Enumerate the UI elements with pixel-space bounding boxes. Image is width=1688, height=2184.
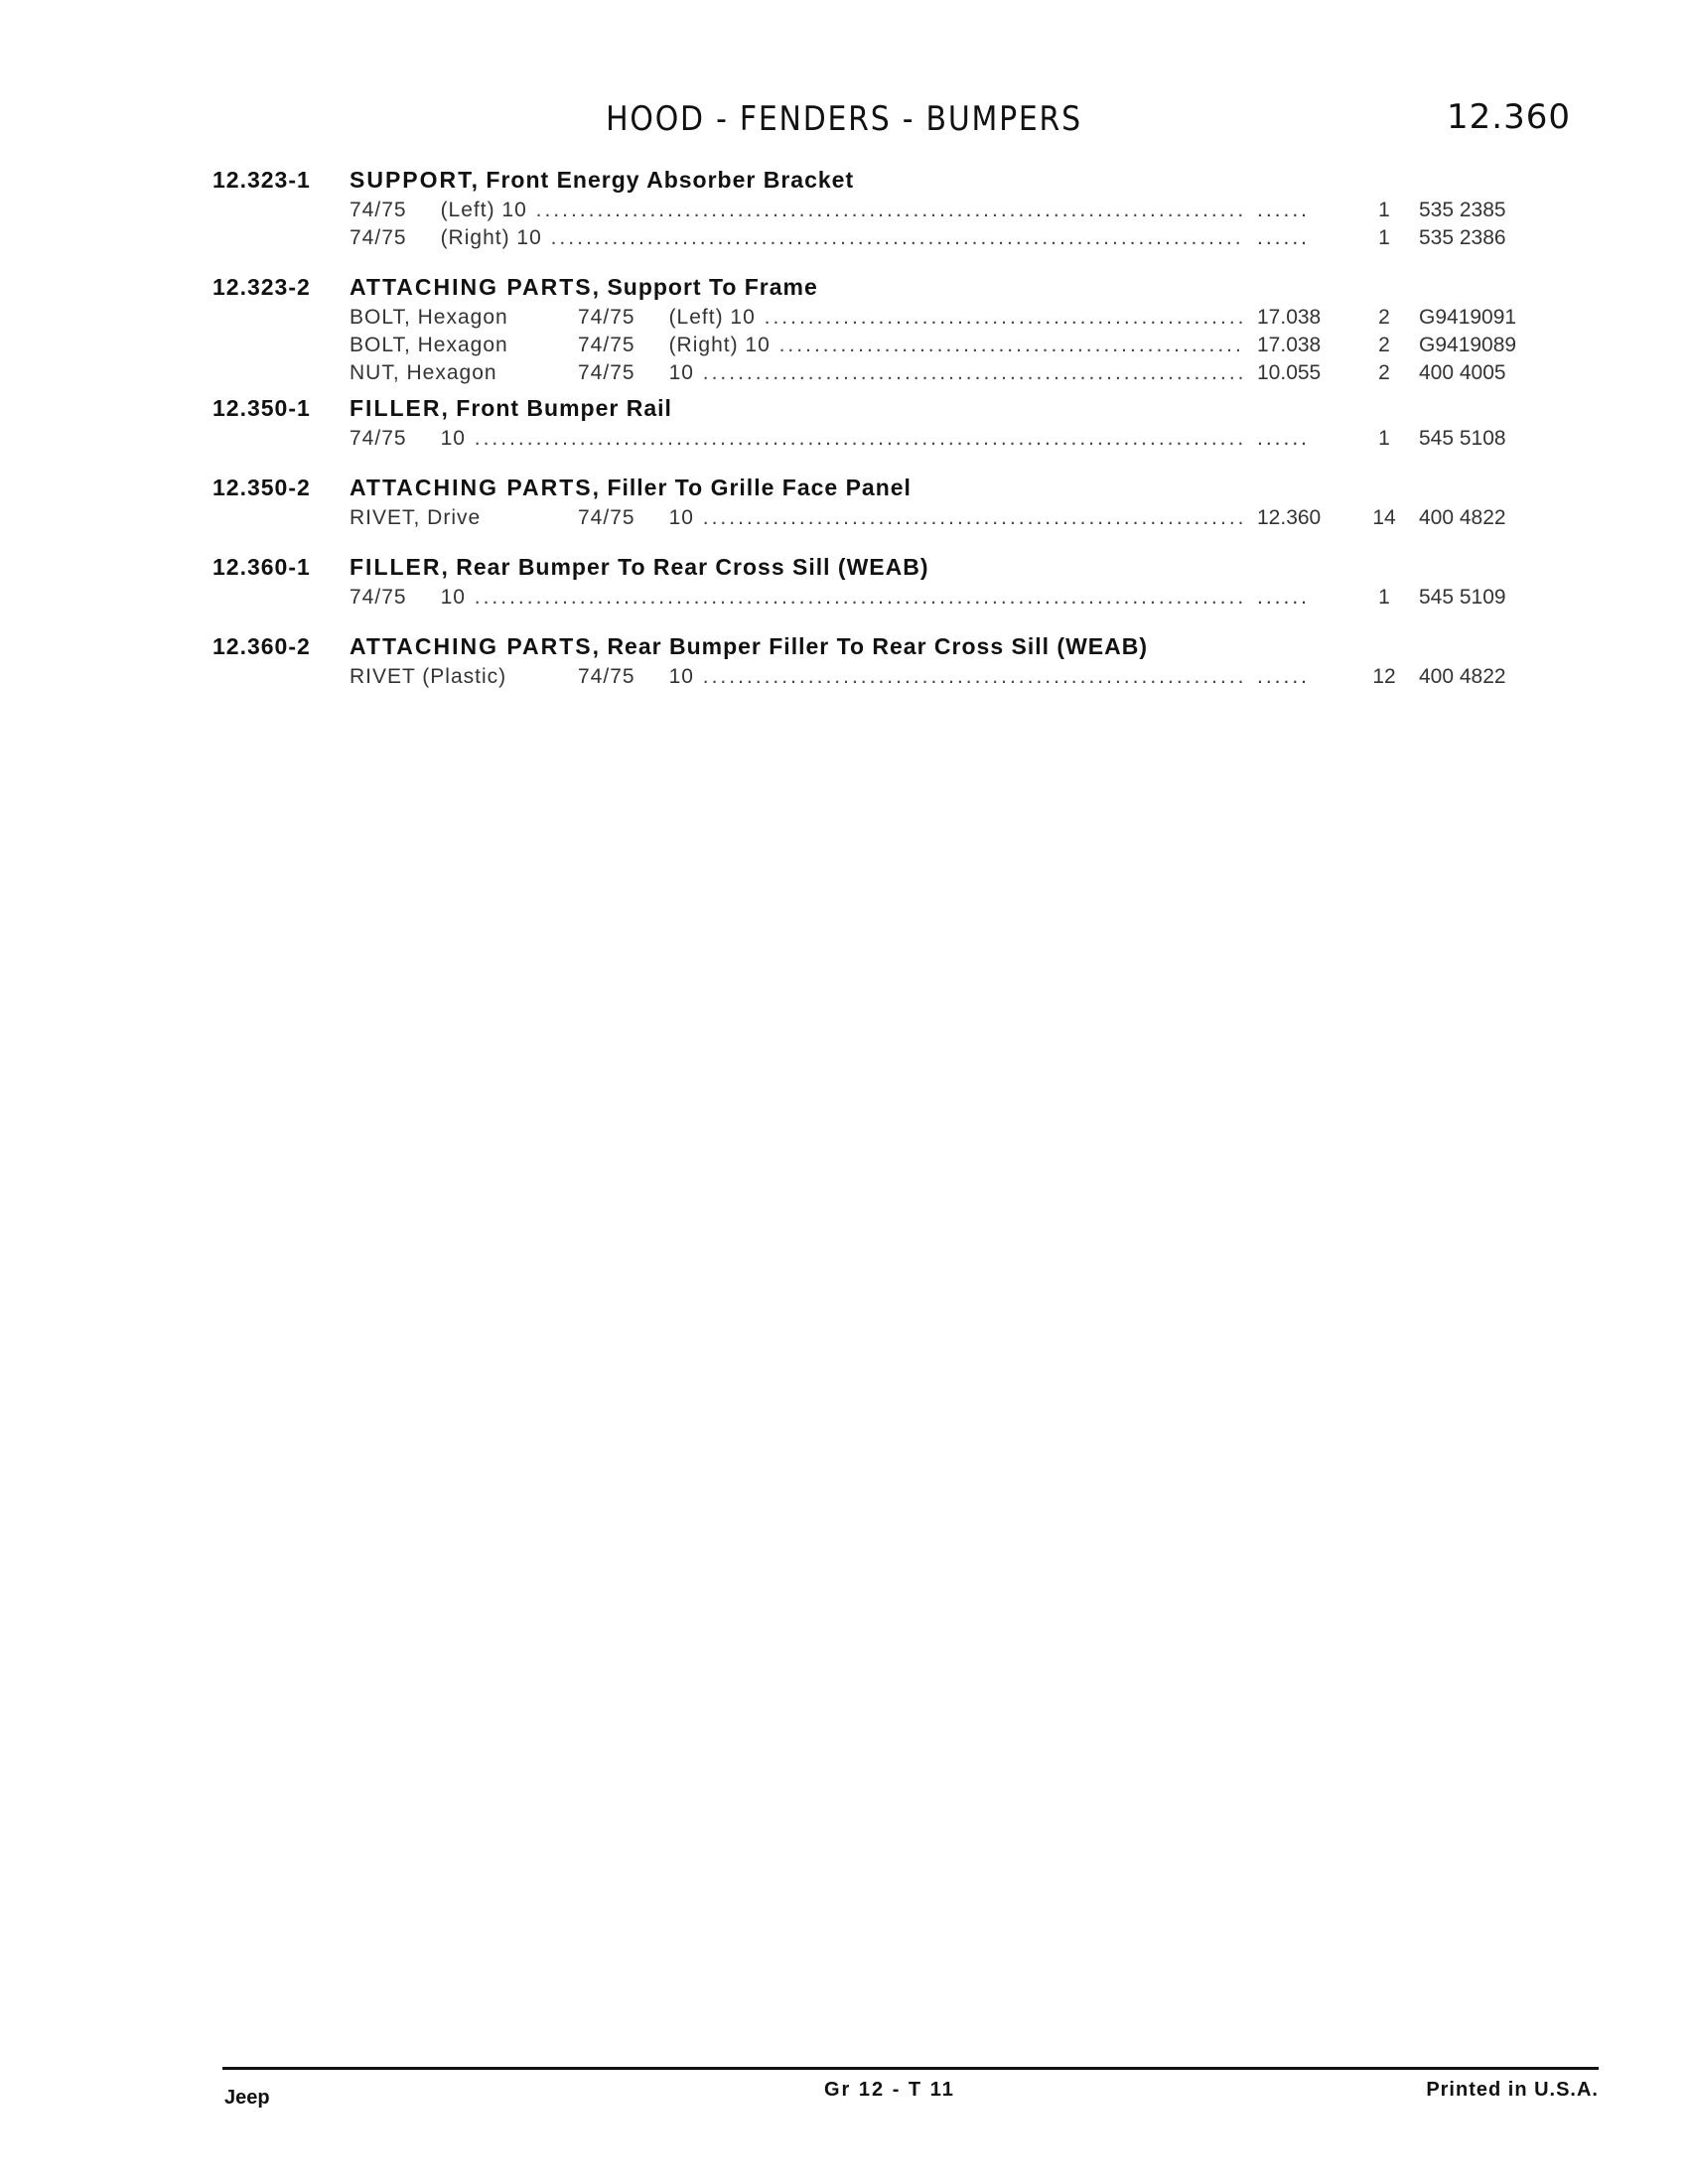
section-header bbox=[212, 554, 1523, 586]
page-title: HOOD - FENDERS - BUMPERS bbox=[606, 99, 1082, 139]
model-year: 74/75 bbox=[578, 506, 635, 529]
part-description-line bbox=[350, 427, 1342, 451]
part-number: 545 5109 bbox=[1419, 586, 1506, 609]
part-row bbox=[212, 361, 1523, 389]
part-description-line bbox=[350, 306, 1342, 330]
section-title-key: FILLER, bbox=[350, 554, 450, 580]
part-description-line bbox=[350, 334, 1342, 357]
model-year: 74/75 bbox=[578, 361, 635, 384]
model-year: 74/75 bbox=[350, 427, 407, 450]
footer-brand: Jeep bbox=[224, 2087, 270, 2109]
quantity: 12 bbox=[1372, 665, 1396, 688]
section-title-rest: Front Energy Absorber Bracket bbox=[486, 167, 855, 193]
section-title-rest: Front Bumper Rail bbox=[456, 395, 672, 421]
part-row bbox=[212, 427, 1523, 455]
application-note: (Right) 10 bbox=[440, 226, 542, 249]
illustration-reference: 17.038 bbox=[1245, 334, 1366, 357]
quantity: 2 bbox=[1378, 334, 1390, 356]
application-note: 10 bbox=[668, 506, 694, 529]
section-header bbox=[212, 274, 1523, 306]
section-title bbox=[350, 395, 672, 422]
parts-section bbox=[212, 475, 1523, 534]
section-code: 12.350-2 bbox=[212, 475, 311, 500]
quantity: 14 bbox=[1372, 506, 1396, 529]
footer-group-reference: Gr 12 - T 11 bbox=[824, 2079, 955, 2101]
section-title-key: SUPPORT, bbox=[350, 167, 481, 193]
quantity: 2 bbox=[1378, 306, 1390, 329]
part-row bbox=[212, 226, 1523, 254]
illustration-reference: ...... bbox=[1245, 665, 1366, 689]
application-note: 10 bbox=[668, 361, 694, 384]
section-title bbox=[350, 633, 1148, 660]
model-year: 74/75 bbox=[350, 199, 407, 221]
part-row bbox=[212, 586, 1523, 614]
section-title-key: ATTACHING PARTS, bbox=[350, 274, 602, 300]
section-title-key: ATTACHING PARTS, bbox=[350, 633, 602, 659]
part-number: G9419089 bbox=[1419, 334, 1517, 356]
part-number: G9419091 bbox=[1419, 306, 1517, 329]
part-row bbox=[212, 199, 1523, 226]
section-header bbox=[212, 633, 1523, 665]
quantity: 1 bbox=[1378, 226, 1390, 249]
section-title-rest: Support To Frame bbox=[607, 274, 818, 300]
application-note: 10 bbox=[440, 586, 466, 609]
model-year: 74/75 bbox=[578, 306, 635, 329]
section-code: 12.323-1 bbox=[212, 167, 311, 193]
application-note: (Right) 10 bbox=[668, 334, 771, 356]
illustration-reference: 10.055 bbox=[1245, 361, 1366, 385]
part-number: 535 2386 bbox=[1419, 226, 1506, 249]
part-number: 400 4822 bbox=[1419, 665, 1506, 688]
parts-section bbox=[212, 633, 1523, 693]
quantity: 1 bbox=[1378, 586, 1390, 609]
part-row bbox=[212, 665, 1523, 693]
section-code: 12.360-1 bbox=[212, 554, 311, 580]
section-title-rest: Rear Bumper Filler To Rear Cross Sill (WEAB) bbox=[607, 633, 1149, 659]
part-description: RIVET (Plastic) bbox=[350, 665, 507, 688]
illustration-reference: ...... bbox=[1245, 427, 1366, 451]
page-number: 12.360 bbox=[1447, 97, 1571, 137]
part-description: BOLT, Hexagon bbox=[350, 334, 508, 356]
part-number: 400 4005 bbox=[1419, 361, 1506, 384]
part-row bbox=[212, 334, 1523, 361]
section-code: 12.323-2 bbox=[212, 274, 311, 300]
section-header bbox=[212, 167, 1523, 199]
section-title bbox=[350, 274, 818, 301]
section-title bbox=[350, 475, 912, 501]
illustration-reference: ...... bbox=[1245, 199, 1366, 222]
footer-divider bbox=[222, 2067, 1599, 2070]
application-note: 10 bbox=[668, 665, 694, 688]
parts-section bbox=[212, 167, 1523, 254]
part-number: 400 4822 bbox=[1419, 506, 1506, 529]
parts-section bbox=[212, 554, 1523, 614]
section-code: 12.350-1 bbox=[212, 395, 311, 421]
illustration-reference: 12.360 bbox=[1245, 506, 1366, 530]
part-row bbox=[212, 306, 1523, 334]
section-title bbox=[350, 167, 854, 194]
section-title-key: FILLER, bbox=[350, 395, 450, 421]
footer-printed-note: Printed in U.S.A. bbox=[1426, 2079, 1599, 2101]
part-description-line bbox=[350, 361, 1342, 385]
part-description-line bbox=[350, 226, 1342, 250]
model-year: 74/75 bbox=[578, 665, 635, 688]
part-description: NUT, Hexagon bbox=[350, 361, 497, 384]
quantity: 2 bbox=[1378, 361, 1390, 384]
section-header bbox=[212, 395, 1523, 427]
part-description-line bbox=[350, 199, 1342, 222]
section-title-key: ATTACHING PARTS, bbox=[350, 475, 602, 500]
part-description-line bbox=[350, 506, 1342, 530]
section-title-rest: Rear Bumper To Rear Cross Sill (WEAB) bbox=[456, 554, 929, 580]
part-number: 535 2385 bbox=[1419, 199, 1506, 221]
part-description: BOLT, Hexagon bbox=[350, 306, 508, 329]
application-note: (Left) 10 bbox=[668, 306, 756, 329]
section-title bbox=[350, 554, 929, 581]
application-note: (Left) 10 bbox=[440, 199, 527, 221]
illustration-reference: ...... bbox=[1245, 586, 1366, 610]
part-description-line bbox=[350, 665, 1342, 689]
illustration-reference: 17.038 bbox=[1245, 306, 1366, 330]
illustration-reference: ...... bbox=[1245, 226, 1366, 250]
quantity: 1 bbox=[1378, 427, 1390, 450]
part-description: RIVET, Drive bbox=[350, 506, 482, 529]
model-year: 74/75 bbox=[578, 334, 635, 356]
section-title-rest: Filler To Grille Face Panel bbox=[607, 475, 912, 500]
model-year: 74/75 bbox=[350, 586, 407, 609]
application-note: 10 bbox=[440, 427, 466, 450]
quantity: 1 bbox=[1378, 199, 1390, 221]
part-description-line bbox=[350, 586, 1342, 610]
part-row bbox=[212, 506, 1523, 534]
parts-section bbox=[212, 395, 1523, 455]
part-number: 545 5108 bbox=[1419, 427, 1506, 450]
model-year: 74/75 bbox=[350, 226, 407, 249]
section-header bbox=[212, 475, 1523, 506]
parts-section bbox=[212, 274, 1523, 389]
section-code: 12.360-2 bbox=[212, 633, 311, 659]
